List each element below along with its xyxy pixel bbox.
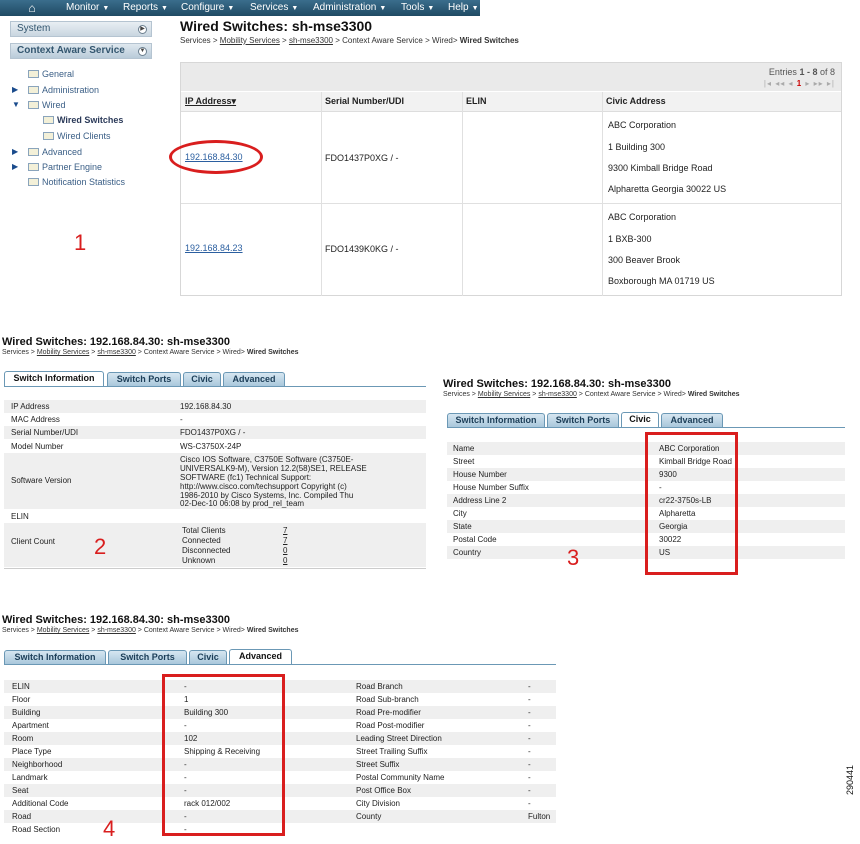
tab-switch-information[interactable]: Switch Information — [4, 650, 106, 664]
folder-icon — [28, 101, 39, 109]
field-label: Road Section — [12, 825, 61, 834]
civic-line: 1 Building 300 — [608, 142, 666, 152]
field-label: Additional Code — [12, 799, 69, 808]
field-row: Postal Code 30022 — [453, 535, 682, 544]
pager-buttons — [764, 79, 835, 88]
field-label: Place Type — [12, 747, 52, 756]
field-label: Neighborhood — [12, 760, 63, 769]
sidebar-item-partner-engine[interactable] — [12, 161, 103, 173]
next-ten-pages-icon[interactable]: ▸▸ — [813, 79, 824, 88]
sidebar-item-label: Advanced — [42, 147, 83, 157]
sidebar-system[interactable] — [10, 21, 152, 37]
field-label: Leading Street Direction — [356, 734, 442, 743]
field-value: - — [184, 786, 187, 795]
entries-count: Entries 1 - 8 of 8 — [768, 67, 835, 77]
sidebar-item-label: Wired Switches — [57, 115, 124, 125]
highlight-box — [645, 432, 738, 575]
tab-switch-information[interactable]: Switch Information — [447, 413, 545, 427]
tab-advanced[interactable]: Advanced — [223, 372, 285, 386]
field-label: Seat — [12, 786, 29, 795]
wired-switches-table — [180, 62, 842, 296]
callout-number-4: 4 — [103, 816, 116, 841]
tab-advanced[interactable]: Advanced — [661, 413, 723, 427]
table-row-serial: FDO1437P0XG / - — [325, 153, 399, 163]
menu-configure[interactable]: Configure ▼ — [181, 2, 235, 13]
field-label: Landmark — [12, 773, 48, 782]
home-icon[interactable]: ⌂ — [28, 1, 36, 15]
page-icon — [43, 132, 54, 140]
field-label: Street Trailing Suffix — [356, 747, 428, 756]
field-row: IP Address 192.168.84.30 — [4, 400, 426, 413]
chevron-right-icon[interactable]: ▶ — [138, 25, 147, 34]
tab-advanced[interactable]: Advanced — [229, 649, 292, 664]
menu-reports[interactable]: Reports ▼ — [123, 2, 168, 13]
table-row-ip-link[interactable]: 192.168.84.30 — [185, 152, 243, 162]
panel3-title: Wired Switches: 192.168.84.30: sh-mse3300 — [443, 378, 671, 390]
client-stat-label: Unknown — [182, 556, 216, 565]
prev-page-icon[interactable]: ◂ — [788, 79, 794, 88]
client-stat-link[interactable]: 0 — [283, 546, 288, 555]
sidebar-service-label: Context Aware Service — [17, 45, 125, 56]
sidebar-item-advanced[interactable] — [12, 146, 83, 158]
highlight-box — [162, 674, 285, 836]
breadcrumb: Services > Mobility Services > sh-mse3300 > Context Aware Service > Wired> Wired Switches — [180, 36, 519, 45]
expand-arrow-icon[interactable]: ▶ — [12, 147, 19, 156]
field-label: Room — [12, 734, 34, 743]
prev-ten-pages-icon[interactable]: ◂◂ — [775, 79, 786, 88]
sidebar-item-wired-switches[interactable] — [43, 114, 123, 126]
tab-civic[interactable]: Civic — [189, 650, 227, 664]
field-label: Road — [12, 812, 32, 821]
sidebar-item-label: Partner Engine — [42, 162, 103, 172]
field-label: Apartment — [12, 721, 49, 730]
column-header-elin: ELIN — [466, 96, 487, 106]
callout-number-1: 1 — [74, 230, 87, 255]
field-row: Name ABC Corporation — [447, 442, 845, 455]
tab-switch-ports[interactable]: Switch Ports — [547, 413, 619, 427]
current-page: 1 — [796, 79, 803, 88]
field-row: State Georgia — [447, 520, 845, 533]
menu-tools[interactable]: Tools ▼ — [401, 2, 435, 13]
menu-help[interactable]: Help ▼ — [448, 2, 479, 13]
field-label: Street Suffix — [356, 760, 400, 769]
breadcrumb-link-sh-mse3300[interactable]: sh-mse3300 — [97, 627, 136, 634]
table-row-ip-link[interactable]: 192.168.84.23 — [185, 243, 243, 253]
sidebar-item-general[interactable] — [28, 68, 74, 80]
menu-administration[interactable]: Administration ▼ — [313, 2, 387, 13]
field-value: 1 — [184, 695, 189, 704]
client-count-label: Client Count — [11, 537, 56, 546]
software-line: Cisco IOS Software, C3750E Software (C3750E- — [180, 455, 354, 464]
sidebar-context-aware-service[interactable] — [10, 43, 152, 59]
breadcrumb-link-sh-mse3300[interactable]: sh-mse3300 — [538, 391, 577, 398]
field-label: Road Sub-branch — [356, 695, 419, 704]
panel2-breadcrumb: Services > Mobility Services > sh-mse3300 > Context Aware Service > Wired> Wired Switches — [2, 349, 299, 356]
field-value: Fulton — [528, 812, 551, 821]
field-value: - — [528, 786, 531, 795]
field-label: Floor — [12, 695, 31, 704]
civic-line: 9300 Kimball Bridge Road — [608, 163, 713, 173]
field-value: - — [528, 760, 531, 769]
callout-number-2: 2 — [94, 534, 107, 559]
column-header-serial: Serial Number/UDI — [325, 96, 405, 106]
client-stat-link[interactable]: 0 — [283, 556, 288, 565]
page-icon — [43, 116, 54, 124]
highlight-ellipse — [169, 140, 263, 174]
field-value: Shipping & Receiving — [184, 747, 261, 756]
sidebar-item-label: Wired Clients — [57, 131, 111, 141]
field-row: Address Line 2 cr22-3750s-LB — [447, 494, 845, 507]
field-value: Building 300 — [184, 708, 229, 717]
field-value: - — [528, 734, 531, 743]
panel2-title: Wired Switches: 192.168.84.30: sh-mse3300 — [2, 336, 230, 348]
tab-switch-ports[interactable]: Switch Ports — [107, 372, 181, 386]
field-value: - — [528, 682, 531, 691]
sidebar-item-wired-clients[interactable] — [43, 130, 111, 142]
software-version-label: Software Version — [11, 476, 72, 485]
panel4-breadcrumb: Services > Mobility Services > sh-mse3300 > Context Aware Service > Wired> Wired Switches — [2, 627, 299, 634]
client-stat-link[interactable]: 7 — [283, 526, 288, 535]
breadcrumb-link-sh-mse3300[interactable]: sh-mse3300 — [97, 349, 136, 356]
last-page-icon[interactable]: ▸| — [826, 79, 835, 88]
tab-civic[interactable]: Civic — [183, 372, 221, 386]
field-value: rack 012/002 — [184, 799, 231, 808]
field-value: - — [184, 682, 187, 691]
sidebar-item-label: Notification Statistics — [42, 177, 126, 187]
tab-civic[interactable]: Civic — [621, 412, 659, 427]
callout-number-3: 3 — [567, 545, 580, 570]
civic-line: Alpharetta Georgia 30022 US — [608, 184, 727, 194]
column-header-civic-address: Civic Address — [606, 96, 666, 106]
field-row: Model Number WS-C3750X-24P — [11, 442, 242, 451]
civic-line: ABC Corporation — [608, 120, 677, 130]
folder-icon — [28, 148, 39, 156]
breadcrumb-link-mobility-services[interactable]: Mobility Services — [36, 627, 90, 634]
field-label: County — [356, 812, 382, 821]
field-label: City Division — [356, 799, 401, 808]
sidebar-item-administration[interactable] — [12, 84, 100, 96]
field-value: - — [184, 773, 187, 782]
breadcrumb-link-mobility-services[interactable]: Mobility Services — [477, 391, 531, 398]
expand-arrow-icon[interactable]: ▶ — [12, 162, 19, 171]
field-row: City Alpharetta — [453, 509, 696, 518]
field-value: - — [528, 721, 531, 730]
sidebar-item-label: Wired — [42, 100, 66, 110]
field-label: Postal Community Name — [356, 773, 445, 782]
field-label: Road Branch — [356, 682, 403, 691]
field-label: Building — [12, 708, 41, 717]
field-row: House Number 9300 — [447, 468, 845, 481]
sidebar-item-notification-statistics[interactable] — [28, 176, 125, 188]
table-header — [181, 92, 841, 112]
breadcrumb-link-sh-mse3300[interactable]: sh-mse3300 — [288, 36, 333, 45]
folder-icon — [28, 163, 39, 171]
field-row: House Number Suffix - — [453, 483, 662, 492]
civic-line: ABC Corporation — [608, 212, 677, 222]
civic-line: Boxborough MA 01719 US — [608, 276, 715, 286]
field-label: Road Pre-modifier — [356, 708, 421, 717]
client-stat-label: Connected — [182, 536, 221, 545]
field-row: ELIN — [11, 512, 29, 521]
sidebar-item-wired[interactable] — [12, 99, 66, 111]
client-stat-label: Total Clients — [182, 526, 226, 535]
field-value: - — [528, 799, 531, 808]
page-icon — [28, 178, 39, 186]
field-label: Road Post-modifier — [356, 721, 425, 730]
expand-arrow-icon[interactable]: ▶ — [12, 85, 19, 94]
software-line: SOFTWARE (fc1) Technical Support: — [180, 473, 312, 482]
panel4-title: Wired Switches: 192.168.84.30: sh-mse3300 — [2, 614, 230, 626]
civic-line: 300 Beaver Brook — [608, 255, 681, 265]
menu-monitor[interactable]: Monitor ▼ — [66, 2, 110, 13]
software-line: http://www.cisco.com/techsupport Copyright (c) — [180, 482, 347, 491]
sort-desc-icon: ▾ — [231, 96, 237, 106]
sidebar-item-label: Administration — [42, 85, 100, 95]
menu-services[interactable]: Services ▼ — [250, 2, 299, 13]
sidebar-item-label: General — [42, 69, 75, 79]
client-stat-link[interactable]: 7 — [283, 536, 288, 545]
pagination-bar — [181, 63, 841, 91]
field-value: - — [184, 721, 187, 730]
breadcrumb-link-mobility-services[interactable]: Mobility Services — [219, 36, 280, 45]
top-nav-bar — [0, 0, 480, 16]
field-row: Street Kimball Bridge Road — [453, 457, 732, 466]
folder-icon — [28, 86, 39, 94]
client-stat-label: Disconnected — [182, 546, 231, 555]
tab-switch-ports[interactable]: Switch Ports — [108, 650, 187, 664]
field-value: - — [184, 812, 187, 821]
column-header-ip-address[interactable]: IP Address▾ — [185, 96, 237, 106]
software-line: 1986-2010 by Cisco Systems, Inc. Compiled Thu — [180, 491, 354, 500]
collapse-arrow-icon[interactable]: ▼ — [12, 100, 20, 109]
software-line: 02-Dec-10 06:08 by prod_rel_team — [180, 499, 305, 508]
field-label: ELIN — [12, 682, 30, 691]
field-value: - — [528, 747, 531, 756]
field-value: - — [528, 773, 531, 782]
page-title: Wired Switches: sh-mse3300 — [180, 18, 373, 34]
software-line: UNIVERSALK9-M), Version 12.2(58)SE1, RELEASE — [180, 464, 367, 473]
tab-switch-information[interactable]: Switch Information — [4, 371, 104, 386]
civic-line: 1 BXB-300 — [608, 234, 652, 244]
field-row: MAC Address - — [11, 415, 183, 424]
sidebar-system-label: System — [17, 23, 51, 34]
next-page-icon[interactable]: ▸ — [805, 79, 811, 88]
field-value: 102 — [184, 734, 198, 743]
field-row: Serial Number/UDI FDO1437P0XG / - — [4, 426, 426, 439]
field-value: - — [184, 825, 187, 834]
chevron-down-icon[interactable]: ▼ — [139, 48, 146, 54]
breadcrumb-link-mobility-services[interactable]: Mobility Services — [36, 349, 90, 356]
field-row: Country US — [447, 546, 845, 559]
panel3-breadcrumb: Services > Mobility Services > sh-mse3300 > Context Aware Service > Wired> Wired Switches — [443, 391, 740, 398]
field-value: - — [528, 708, 531, 717]
first-page-icon[interactable]: |◂ — [763, 79, 772, 88]
table-row-serial: FDO1439K0KG / - — [325, 244, 399, 254]
page-icon — [28, 70, 39, 78]
field-label: Post Office Box — [356, 786, 411, 795]
field-value: - — [184, 760, 187, 769]
field-value: - — [528, 695, 531, 704]
figure-number: 290441 — [845, 764, 855, 795]
